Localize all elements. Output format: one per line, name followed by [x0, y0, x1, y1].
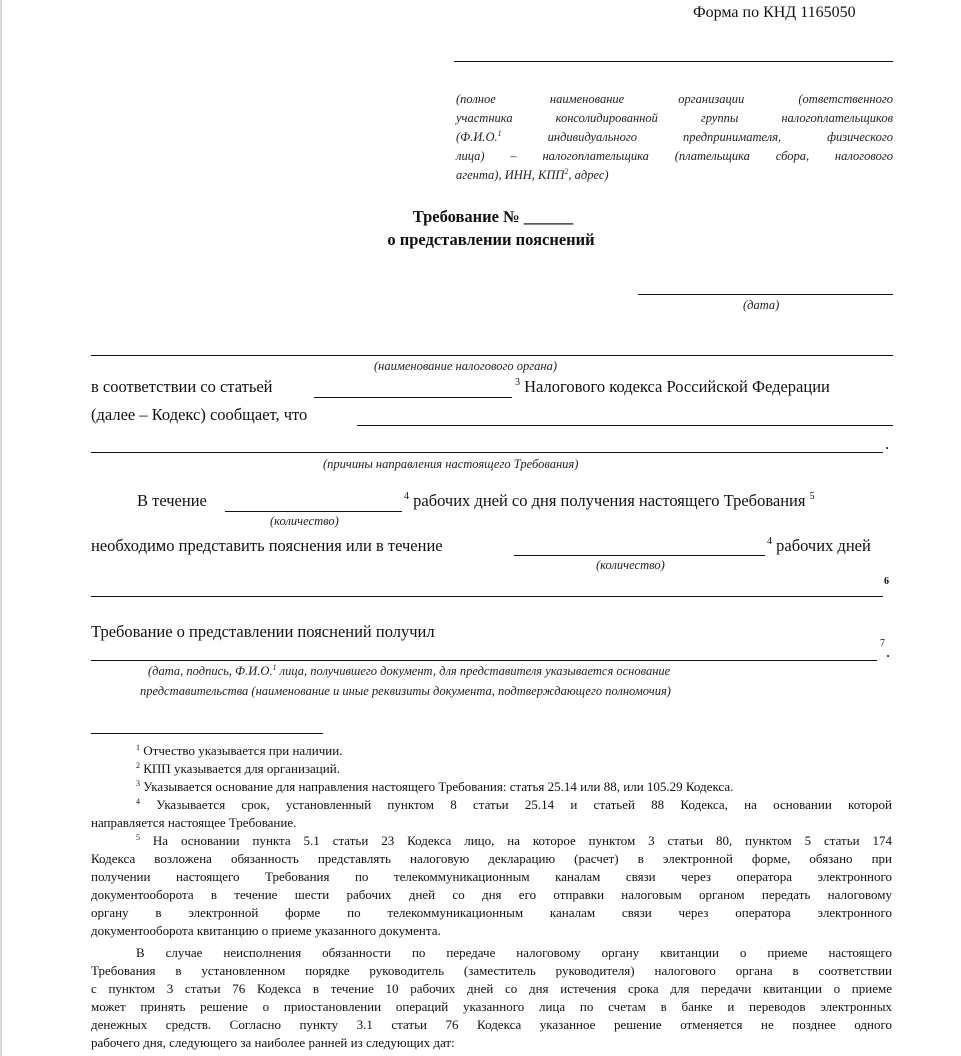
need-text: необходимо представить пояснения или в течение: [91, 536, 443, 555]
recipient-hint-line: (полное наименование организации (ответственного: [456, 92, 893, 106]
received-line: [91, 660, 877, 661]
article-end: [515, 377, 830, 397]
recipient-hint-text: агента), ИНН, КПП: [456, 168, 565, 182]
article-end-text: Налогового кодекса Российской Федерации: [524, 377, 830, 396]
recipient-hint-text: (Ф.И.О.: [456, 130, 498, 144]
footnote-separator: [91, 733, 323, 734]
tax-authority-hint: (наименование налогового органа): [374, 359, 557, 373]
page-edge: [0, 0, 2, 1056]
footnote-5-cont: документооборота квитанцию о приеме указанного документа.: [91, 923, 441, 938]
footnote-paragraph: с пунктом 3 статьи 76 Кодекса в течение 10 рабочих дней со дня истечения срока для передачи квитанции о приеме: [91, 981, 892, 996]
received-text: Требование о представлении пояснений получил: [91, 622, 435, 641]
footnote-number: 1: [136, 743, 140, 752]
recipient-hint-line: лица) – налогоплательщика (плательщика сбора, налогового: [456, 149, 893, 163]
footnote-1: [136, 742, 342, 762]
recipient-hint-line: [456, 168, 609, 183]
within-blank: [225, 511, 402, 512]
footnote-5-cont: получении настоящего Требования по телекоммуникационным каналам связи через оператора электронного: [91, 869, 892, 884]
recipient-line: [454, 61, 893, 62]
footnote-ref: 1: [272, 663, 277, 672]
within-end-text: рабочих дней со дня получения настоящего Требования: [413, 491, 806, 510]
footnote-ref: 6: [884, 576, 889, 587]
footnote-text: Указывается срок, установленный пунктом 8 статьи 25.14 и статьей 88 Кодекса, на основании которой: [140, 797, 892, 812]
article-blank: [314, 397, 512, 398]
need-blank: [514, 555, 765, 556]
footnote-ref: 1: [497, 129, 502, 138]
footnote-ref: 4: [767, 536, 772, 547]
footnote-paragraph: рабочего дня, следующего за наиболее ранней из следующих дат:: [91, 1035, 455, 1050]
received-hint-line: [148, 664, 670, 679]
informs-text: (далее – Кодекс) сообщает, что: [91, 405, 308, 424]
reasons-hint: (причины направления настоящего Требования): [323, 457, 579, 471]
recipient-hint-text: , адрес): [568, 168, 609, 182]
footnote-number: 3: [136, 779, 140, 788]
footnote-5: [136, 832, 892, 852]
footnote-paragraph: В случае неисполнения обязанности по передаче налоговому органу квитанции о приеме настоящего: [136, 945, 892, 960]
recipient-hint-line: [456, 130, 893, 145]
within-end: [404, 491, 815, 511]
date-hint: (дата): [743, 298, 780, 312]
document-subtitle: о представлении пояснений: [387, 230, 595, 249]
additional-line: [91, 596, 883, 597]
footnote-ref: 3: [515, 377, 520, 388]
footnote-ref: 4: [404, 491, 409, 502]
footnote-4: [136, 796, 892, 816]
footnote-paragraph: может принять решение о приостановлении операций указанного лица по счетам в банке и переводов электронных: [91, 999, 892, 1014]
footnote-ref: 7: [880, 638, 885, 649]
need-end: [767, 536, 871, 556]
tax-authority-line: [91, 355, 893, 356]
footnote-number: 4: [136, 797, 140, 806]
need-end-text: рабочих дней: [776, 536, 871, 555]
document-title: Требование № ______: [412, 207, 574, 226]
footnote-number: 2: [136, 761, 140, 770]
footnote-2: [136, 760, 340, 780]
informs-blank: [357, 425, 893, 426]
footnote-5-cont: Кодекса возложена обязанность представлять налоговую декларацию (расчет) в электронной форме, обязано при: [91, 851, 892, 866]
reasons-line: [91, 452, 883, 453]
received-dot: .: [886, 642, 891, 661]
footnote-ref: 5: [809, 491, 815, 502]
footnote-text: На основании пункта 5.1 статьи 23 Кодекса лицо, на которое пунктом 3 статьи 80, пунктом 5 статьи 174: [140, 833, 892, 848]
form-code: Форма по КНД 1165050: [693, 4, 856, 21]
received-hint-text: (дата, подпись, Ф.И.О.: [148, 664, 273, 678]
footnote-4-cont: направляется настоящее Требование.: [91, 815, 297, 830]
received-hint-line: представительства (наименование и иные реквизиты документа, подтверждающего полномочия): [140, 684, 671, 698]
footnote-5-cont: документооборота в течение шести рабочих дней со дня его отправки налоговым органом передать налоговому: [91, 887, 892, 902]
article-text: в соответствии со статьей: [91, 377, 273, 396]
footnote-ref: 2: [564, 167, 569, 176]
footnote-number: 5: [136, 833, 140, 842]
within-text: В течение: [137, 491, 207, 510]
recipient-hint-line: участника консолидированной группы налогоплательщиков: [456, 111, 893, 125]
footnote-text: Указывается основание для направления настоящего Требования: статья 25.14 или 88, или 105.29 Кодекса.: [140, 779, 734, 794]
quantity-hint: (количество): [270, 514, 339, 528]
footnote-text: КПП указывается для организаций.: [140, 761, 340, 776]
footnote-3: [136, 778, 733, 798]
footnote-paragraph: денежных средств. Согласно пункту 3.1 статьи 76 Кодекса указанное решение отменяется не позднее одного: [91, 1017, 892, 1032]
footnote-text: Отчество указывается при наличии.: [140, 743, 343, 758]
footnote-5-cont: органу в электронной форме по телекоммуникационным каналам связи через оператора электронного: [91, 905, 892, 920]
period-dot: .: [885, 434, 890, 453]
date-line: [638, 294, 893, 295]
recipient-hint-text: индивидуального предпринимателя, физического: [501, 130, 893, 144]
received-hint-text: лица, получившего документ, для представителя указывается основание: [276, 664, 671, 678]
footnote-paragraph: Требования в установленном порядке руководитель (заместитель руководителя) налогового органа в соответствии: [91, 963, 892, 978]
quantity-hint: (количество): [596, 558, 665, 572]
